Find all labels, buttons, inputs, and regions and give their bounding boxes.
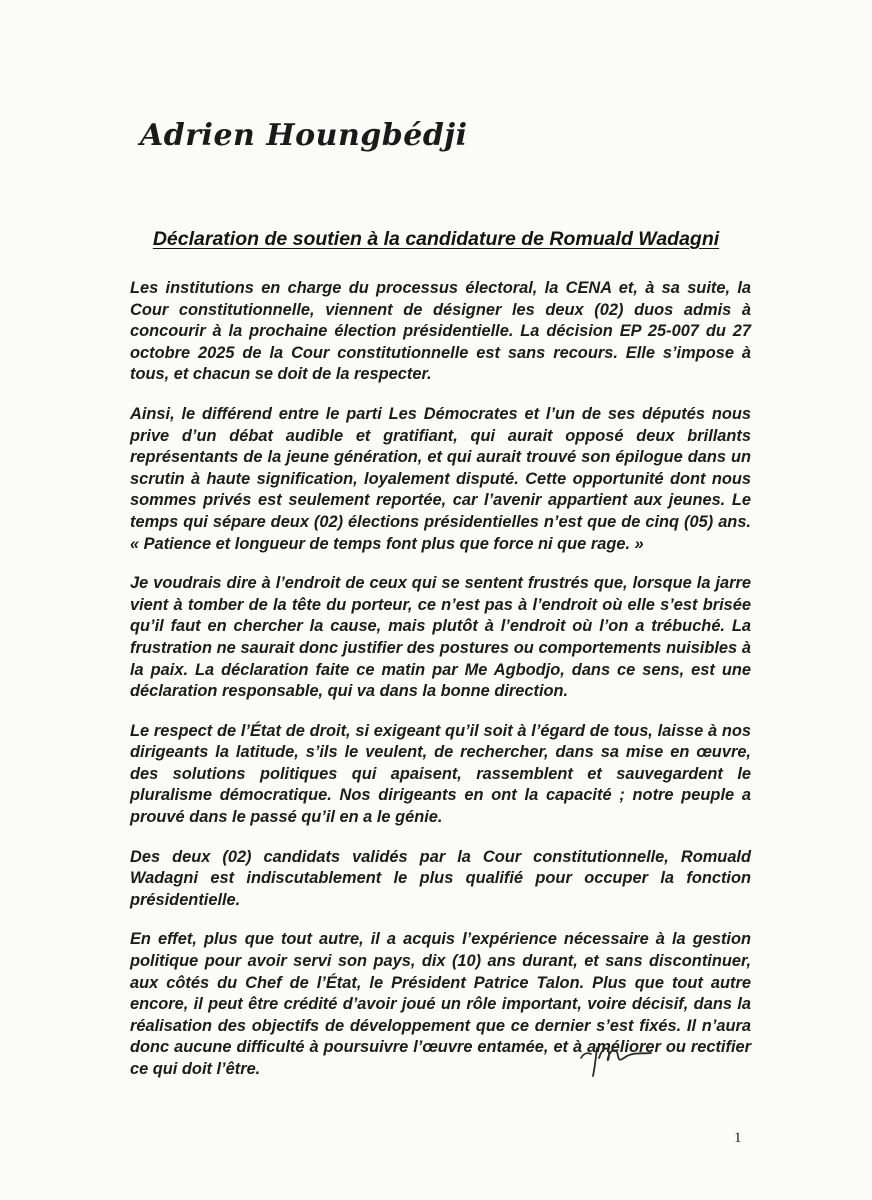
paragraph-6: En effet, plus que tout autre, il a acquis l’expérience nécessaire à la gestion politique pour avoir servi son pays, dix (10) ans durant, et sans discontinuer, aux côtés du Chef de l’État, le Président Patrice Talon. Plus que tout autre encore, il peut être crédité d’avoir joué un rôle important, voire décisif, dans la réalisation des objectifs de développement que ce dernier s’est fixés. Il n’aura donc aucune difficulté à poursuivre l’œuvre entamée, et à améliorer ou rectifier ce qui doit l’être. (130, 930, 751, 1078)
signature-initials-icon (575, 1036, 655, 1080)
document-body (130, 278, 751, 1099)
paragraph-4: Le respect de l’État de droit, si exigeant qu’il soit à l’égard de tous, laisse à nos dirigeants la latitude, s’ils le veulent, de rechercher, dans sa mise en œuvre, des solutions politiques qui apaisent, rassemblent et sauvegardent le pluralisme démocratique. Nos dirigeants en ont la capacité ; notre peuple a prouvé dans le passé qu’il en a le génie. (130, 721, 751, 827)
page-number: 1 (734, 1130, 742, 1146)
letterhead-name: Adrien Houngbédji (140, 118, 468, 153)
paragraph-5: Des deux (02) candidats validés par la Cour constitutionnelle, Romuald Wadagni est indiscutablement le plus qualifié pour occuper la fonction présidentielle. (130, 847, 751, 909)
paragraph-2: Ainsi, le différend entre le parti Les Démocrates et l’un de ses députés nous prive d’un débat audible et gratifiant, qui aurait opposé deux brillants représentants de la jeune génération, et qui aurait trouvé son épilogue dans un scrutin à haute signification, loyalement disputé. Cette opportunité dont nous sommes privés est seulement reportée, car l’avenir appartient aux jeunes. Le temps qui sépare deux (02) élections présidentielles n’est que de cinq (05) ans. « Patience et longueur de temps font plus que force ni que rage. » (130, 404, 751, 553)
paragraph-3: Je voudrais dire à l’endroit de ceux qui se sentent frustrés que, lorsque la jarre vient à tomber de la tête du porteur, ce n’est pas à l’endroit où elle s’est brisée qu’il faut en chercher la cause, mais plutôt à l’endroit où l’on a trébuché. La frustration ne saurait donc justifier des postures ou comportements nuisibles à la paix. La déclaration faite ce matin par Me Agbodjo, dans ce sens, est une déclaration responsable, qui va dans la bonne direction. (130, 574, 751, 701)
paragraph-1: Les institutions en charge du processus électoral, la CENA et, à sa suite, la Cour constitutionnelle, viennent de désigner les deux (02) duos admis à concourir à la prochaine élection présidentielle. La décision EP 25-007 du 27 octobre 2025 de la Cour constitutionnelle est sans recours. Elle s’impose à tous, et chacun se doit de la respecter. (130, 279, 751, 384)
document-title: Déclaration de soutien à la candidature de Romuald Wadagni (152, 228, 720, 250)
